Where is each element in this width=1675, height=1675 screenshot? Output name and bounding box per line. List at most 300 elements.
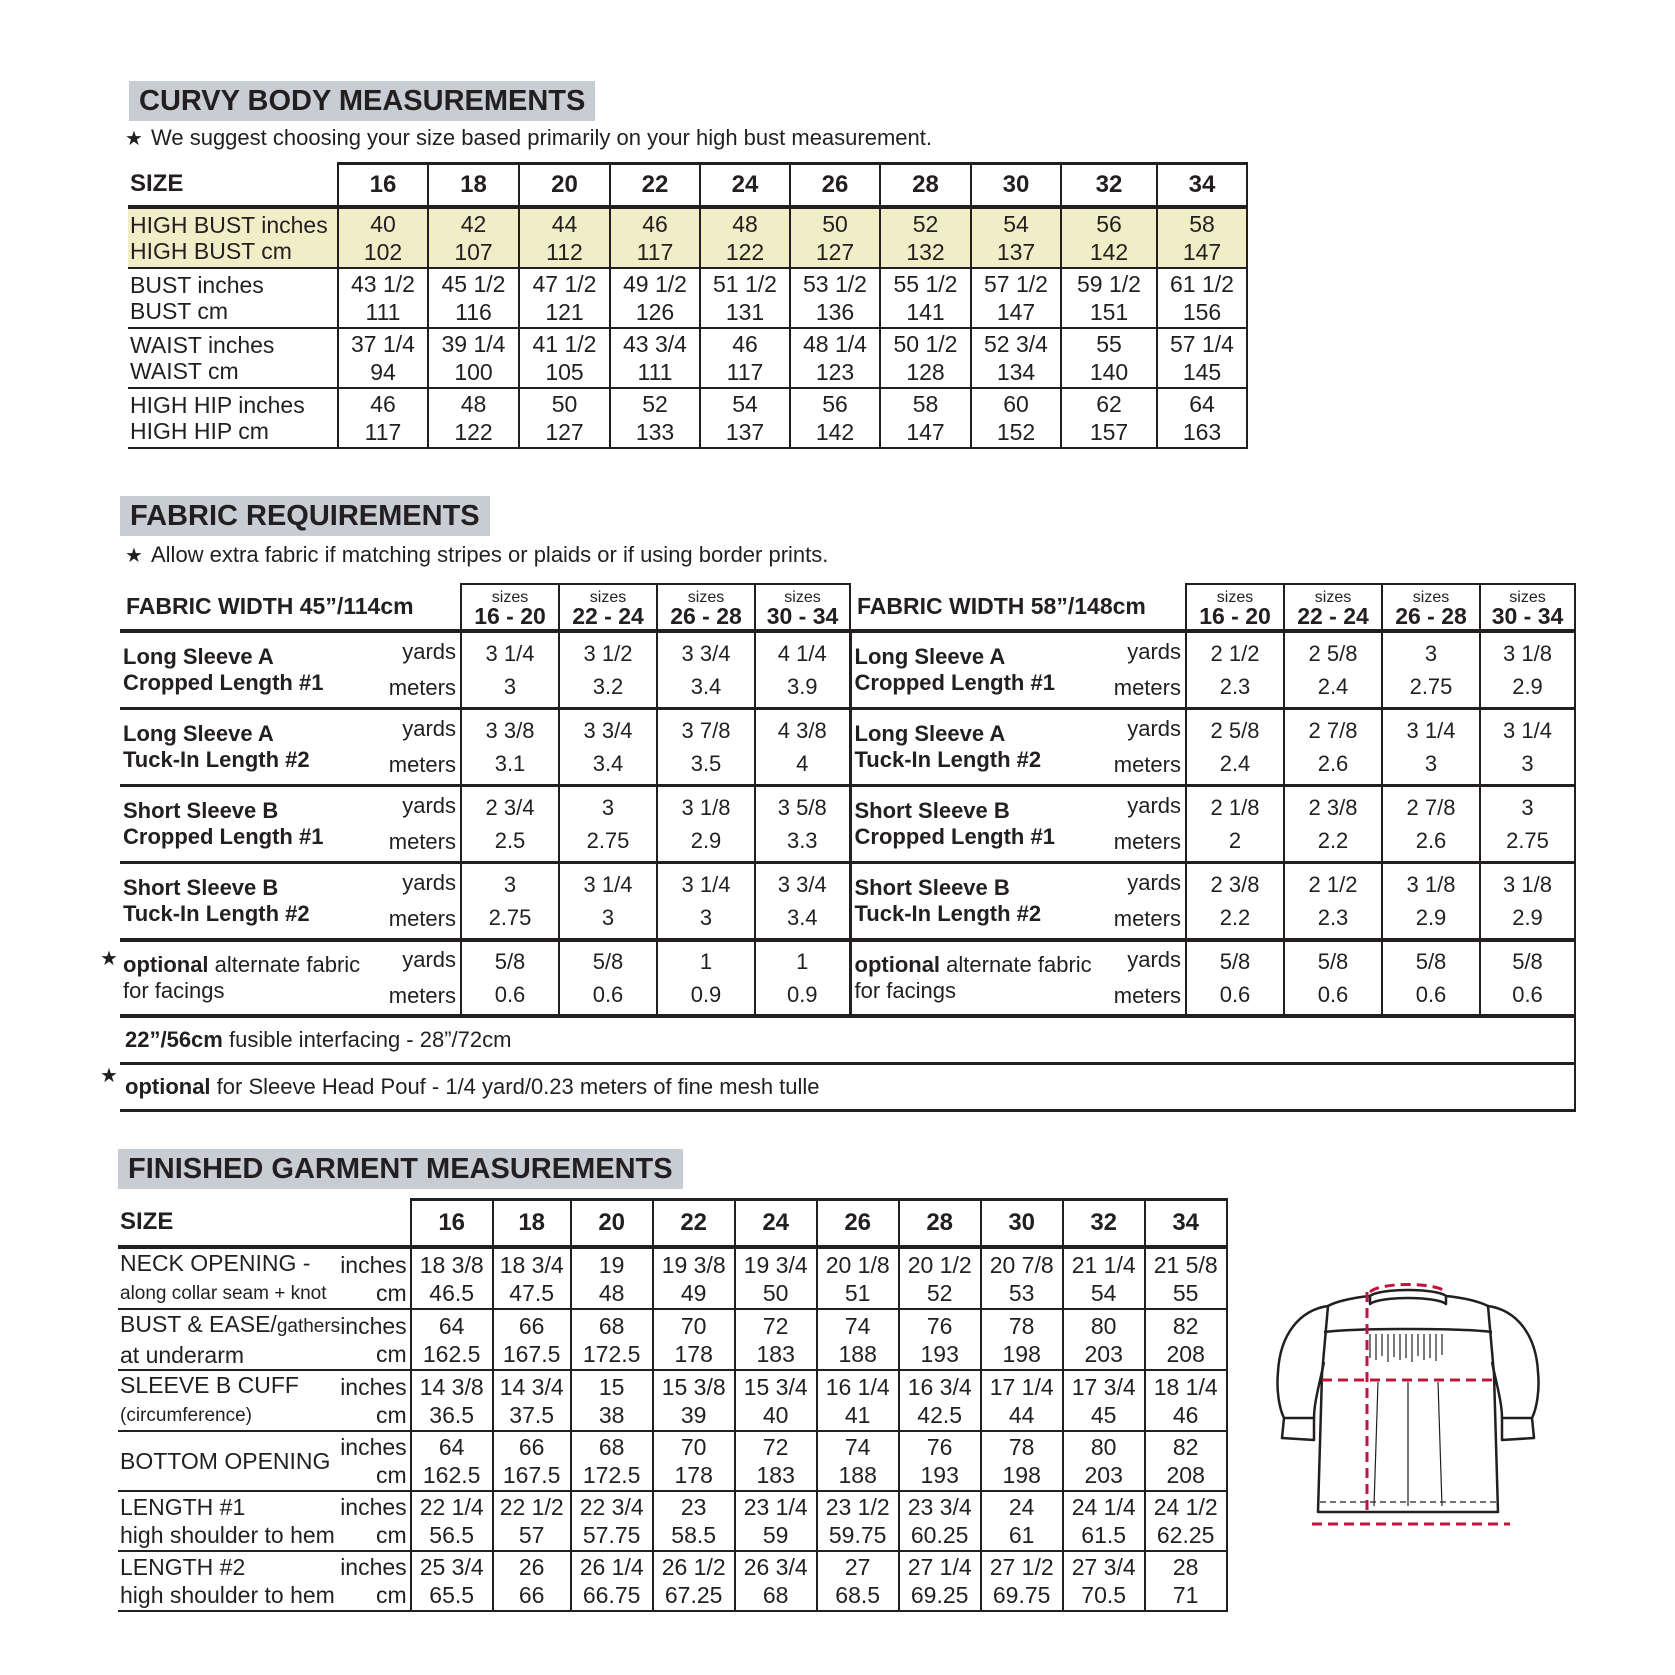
unit-yards: yards [1127, 639, 1181, 664]
value-inches: 20 1/2 [907, 1251, 972, 1278]
value-cm: 145 [1182, 359, 1222, 385]
value-inches: 74 [844, 1312, 871, 1339]
value-cm: 111 [365, 299, 401, 325]
value-cm: 188 [838, 1462, 877, 1488]
value-cell [1145, 1491, 1227, 1551]
value-inches: 74 [844, 1434, 871, 1460]
fabric-value-cell [1284, 940, 1382, 1016]
value-inches: 15 3/8 [661, 1373, 726, 1400]
value-cm: 140 [1089, 359, 1129, 385]
star-icon: ★ [100, 1065, 118, 1087]
value-meters: 2.3 [1317, 905, 1349, 930]
garment-name [850, 709, 1099, 786]
value-cell [1145, 1370, 1227, 1431]
value-yards: 3 3/4 [583, 718, 633, 743]
size-header: 30 [971, 164, 1061, 208]
value-cell [981, 1551, 1063, 1611]
size-header: 24 [700, 164, 790, 208]
value-cm: 183 [756, 1340, 795, 1367]
value-cell [519, 207, 610, 268]
size-header: 18 [493, 1200, 571, 1248]
unit-inches: inches [340, 1373, 407, 1400]
value-cm: 126 [635, 299, 675, 325]
value-yards: 1 [699, 949, 713, 974]
value-cm: 117 [726, 359, 764, 385]
value-cm: 167.5 [502, 1462, 561, 1488]
unit-labels [377, 631, 461, 709]
optional-rest: alternate fabric [208, 952, 361, 977]
value-cm: 40 [762, 1401, 789, 1428]
value-yards: 2 1/2 [1210, 641, 1260, 666]
unit-inches: inches [340, 1251, 407, 1278]
value-meters: 2.75 [1506, 828, 1549, 853]
fabric-value-cell [1186, 709, 1284, 786]
size-label: SIZE [128, 164, 338, 208]
value-cm: 66 [518, 1582, 545, 1608]
value-cell [790, 388, 880, 448]
value-cell [653, 1431, 735, 1491]
value-yards: 3 1/8 [1406, 872, 1456, 897]
value-yards: 3 [601, 795, 615, 820]
row-label [128, 207, 338, 268]
value-yards: 3 5/8 [777, 795, 827, 820]
star-icon: ★ [125, 128, 143, 150]
label-inches: HIGH BUST inches [130, 212, 328, 238]
value-cell [610, 328, 700, 388]
value-inches: 17 1/4 [989, 1373, 1054, 1400]
value-yards: 3 1/8 [1503, 872, 1552, 897]
value-inches: 15 3/4 [743, 1373, 808, 1400]
value-meters: 2.5 [494, 828, 526, 853]
value-cm: 208 [1166, 1462, 1205, 1488]
value-cm: 203 [1084, 1340, 1123, 1367]
curvy-note [125, 125, 932, 151]
value-inches: 23 1/4 [743, 1494, 808, 1520]
fabric-width-58: FABRIC WIDTH 58”/148cm [850, 584, 1186, 631]
size-group-header [461, 584, 559, 631]
value-meters: 2.4 [1317, 674, 1349, 699]
value-yards: 3 1/8 [681, 795, 731, 820]
garment-name [850, 863, 1099, 941]
value-inches: 20 1/8 [825, 1251, 890, 1278]
value-cm: 46.5 [429, 1279, 475, 1306]
label-line1: BUST & EASE/ [120, 1311, 277, 1337]
value-inches: 78 [1008, 1434, 1035, 1460]
value-yards: 3 7/8 [681, 718, 731, 743]
row-label [128, 328, 338, 388]
value-inches: 82 [1172, 1312, 1199, 1339]
value-inches: 49 1/2 [623, 271, 687, 297]
value-cm: 52 [926, 1279, 953, 1306]
name-line1: Short Sleeve B [123, 798, 279, 823]
value-yards: 5/8 [592, 949, 624, 974]
value-yards: 3 3/4 [681, 641, 731, 666]
value-inches: 54 [732, 391, 758, 417]
size-group: 22 - 24 [1297, 603, 1369, 629]
name-line2: Cropped Length #1 [854, 670, 1055, 695]
name-line2: Tuck-In Length #2 [854, 901, 1042, 926]
value-yards: 5/8 [1317, 949, 1349, 974]
value-cell [971, 328, 1061, 388]
value-yards: 3 3/8 [485, 718, 535, 743]
fabric-value-cell [755, 709, 850, 786]
measurement-row [128, 388, 1247, 448]
fabric-value-cell [657, 786, 755, 863]
size-header: 22 [653, 1200, 735, 1248]
value-meters: 3.4 [690, 674, 722, 699]
value-cm: 157 [1089, 419, 1129, 445]
value-cm: 188 [838, 1340, 877, 1367]
value-cell [790, 328, 880, 388]
value-cell [899, 1309, 981, 1370]
value-meters: 4 [796, 751, 809, 776]
value-cm: 48 [598, 1279, 625, 1306]
value-cm: 69.75 [992, 1582, 1051, 1608]
value-inches: 37 1/4 [351, 331, 415, 357]
unit-yards: yards [402, 793, 456, 818]
value-cell [519, 388, 610, 448]
size-header: 26 [790, 164, 880, 208]
value-cm: 156 [1182, 299, 1222, 325]
value-cell [493, 1551, 571, 1611]
curvy-note-text: We suggest choosing your size based primarily on your high bust measurement. [151, 125, 932, 150]
fabric-value-cell [461, 709, 559, 786]
value-cell [899, 1551, 981, 1611]
value-inches: 61 1/2 [1170, 271, 1234, 297]
value-inches: 16 3/4 [907, 1373, 972, 1400]
fabric-value-cell [559, 786, 657, 863]
unit-inches: inches [340, 1312, 407, 1339]
value-cell [493, 1247, 571, 1309]
value-meters: 3.4 [786, 905, 818, 930]
value-cm: 136 [815, 299, 855, 325]
unit-cm: cm [376, 1522, 407, 1548]
value-meters: 3.4 [592, 751, 624, 776]
value-inches: 18 3/8 [419, 1251, 484, 1278]
tulle-row [120, 1064, 1575, 1111]
value-cell [1061, 207, 1157, 268]
value-cell [700, 207, 790, 268]
value-cm: 198 [1002, 1340, 1041, 1367]
fabric-value-cell [559, 863, 657, 941]
unit-labels [377, 786, 461, 863]
value-cell [1145, 1309, 1227, 1370]
size-group-header [559, 584, 657, 631]
value-cm: 102 [363, 239, 403, 265]
value-yards: 2 5/8 [1210, 718, 1260, 743]
fabric-value-cell [1186, 631, 1284, 709]
unit-meters: meters [1113, 906, 1181, 931]
optional-bold: optional [854, 952, 941, 977]
size-label: SIZE [118, 1200, 411, 1248]
value-inches: 80 [1090, 1434, 1117, 1460]
value-cm: 47.5 [509, 1279, 555, 1306]
size-header: 16 [411, 1200, 493, 1248]
value-inches: 27 [844, 1554, 871, 1580]
value-inches: 23 [680, 1494, 707, 1520]
value-cell [700, 268, 790, 328]
fabric-value-cell [1186, 940, 1284, 1016]
fabric-value-cell [1382, 631, 1480, 709]
sizes-word: sizes [1216, 589, 1254, 606]
value-inches: 21 5/8 [1153, 1251, 1218, 1278]
name-line1: Short Sleeve B [854, 875, 1010, 900]
value-inches: 47 1/2 [532, 271, 597, 297]
unit-meters: meters [388, 906, 456, 931]
name-line1: Long Sleeve A [854, 721, 1006, 746]
value-cell [735, 1370, 817, 1431]
value-cell [610, 268, 700, 328]
value-inches: 62 [1096, 391, 1122, 417]
value-yards: 1 [796, 949, 809, 974]
value-inches: 53 1/2 [803, 271, 867, 297]
unit-labels [340, 1551, 410, 1611]
fabric-value-cell [1480, 940, 1575, 1016]
row-label [118, 1247, 340, 1309]
value-yards: 2 5/8 [1308, 641, 1358, 666]
value-inches: 58 [1189, 211, 1215, 237]
fabric-value-cell [1284, 709, 1382, 786]
value-meters: 2.75 [488, 905, 532, 930]
fabric-title: FABRIC REQUIREMENTS [120, 496, 490, 536]
value-cm: 41 [844, 1401, 871, 1428]
sizes-word: sizes [589, 589, 627, 606]
value-cell [1157, 268, 1247, 328]
fabric-value-cell [1382, 940, 1480, 1016]
value-inches: 14 3/4 [499, 1373, 564, 1400]
fabric-row [120, 786, 1575, 863]
unit-meters: meters [388, 675, 456, 700]
label-line2: (circumference) [120, 1405, 252, 1426]
size-group: 26 - 28 [1395, 603, 1467, 629]
size-header: 34 [1145, 1200, 1227, 1248]
size-group-header [657, 584, 755, 631]
optional-facing-row [120, 940, 1575, 1016]
label-line2: high shoulder to hem [120, 1522, 335, 1548]
value-cm: 50 [762, 1279, 789, 1306]
finished-row [118, 1247, 1227, 1309]
value-cm: 42.5 [917, 1401, 963, 1428]
value-inches: 64 [438, 1312, 465, 1339]
name-line2: Cropped Length #1 [123, 824, 324, 849]
value-meters: 2.2 [1219, 905, 1251, 930]
unit-labels [1099, 863, 1186, 941]
value-cell [735, 1431, 817, 1491]
value-inches: 76 [926, 1434, 953, 1460]
value-cm: 147 [996, 299, 1036, 325]
value-cell [981, 1370, 1063, 1431]
value-inches: 58 [912, 391, 939, 417]
value-inches: 24 1/2 [1153, 1494, 1218, 1520]
value-inches: 68 [598, 1312, 625, 1339]
value-cm: 147 [1182, 239, 1222, 265]
interfacing-cell [120, 1016, 1575, 1064]
value-cell [880, 328, 971, 388]
finished-row [118, 1491, 1227, 1551]
value-cm: 131 [725, 299, 765, 325]
size-group-header [1186, 584, 1284, 631]
value-cell [411, 1247, 493, 1309]
value-yards: 2 3/8 [1308, 795, 1358, 820]
curvy-body-table [128, 162, 1248, 449]
value-cm: 59.75 [828, 1522, 887, 1548]
value-yards: 2 7/8 [1406, 795, 1456, 820]
value-cell [880, 207, 971, 268]
value-cm: 178 [674, 1340, 713, 1367]
value-inches: 22 3/4 [579, 1494, 644, 1520]
value-cell [571, 1491, 653, 1551]
value-inches: 19 3/4 [743, 1251, 808, 1278]
garment-name [120, 786, 377, 863]
value-yards: 2 3/8 [1210, 872, 1260, 897]
value-inches: 14 3/8 [419, 1373, 484, 1400]
finished-row [118, 1370, 1227, 1431]
value-inches: 16 1/4 [825, 1373, 890, 1400]
value-cell [1061, 328, 1157, 388]
value-cm: 123 [815, 359, 855, 385]
garment-name [850, 940, 1099, 1016]
fabric-value-cell [559, 631, 657, 709]
value-cm: 132 [906, 239, 945, 265]
size-group-header [755, 584, 850, 631]
size-header: 20 [519, 164, 610, 208]
unit-meters: meters [388, 829, 456, 854]
value-yards: 2 3/4 [485, 795, 535, 820]
finished-row [118, 1551, 1227, 1611]
tulle-bold: optional [125, 1074, 211, 1099]
value-yards: 4 3/8 [777, 718, 827, 743]
unit-labels [1099, 786, 1186, 863]
fabric-note [125, 542, 828, 568]
unit-cm: cm [376, 1340, 407, 1367]
value-inches: 17 3/4 [1071, 1373, 1136, 1400]
name-line1: Short Sleeve B [854, 798, 1010, 823]
value-cm: 66.75 [582, 1582, 641, 1608]
value-meters: 3.3 [786, 828, 818, 853]
value-inches: 18 1/4 [1153, 1373, 1218, 1400]
row-label [118, 1491, 340, 1551]
value-cell [1157, 388, 1247, 448]
finished-title: FINISHED GARMENT MEASUREMENTS [118, 1149, 683, 1189]
interfacing-rest: fusible interfacing - 28”/72cm [222, 1027, 512, 1052]
size-group: 26 - 28 [670, 603, 742, 629]
curvy-title: CURVY BODY MEASUREMENTS [129, 81, 595, 121]
size-header: 24 [735, 1200, 817, 1248]
value-cm: 67.25 [664, 1582, 723, 1608]
value-meters: 0.6 [1512, 982, 1543, 1007]
value-cm: 60.25 [910, 1522, 969, 1548]
unit-labels [1099, 631, 1186, 709]
value-inches: 25 3/4 [419, 1554, 484, 1580]
value-cm: 45 [1090, 1401, 1117, 1428]
value-cm: 70.5 [1081, 1582, 1127, 1608]
value-cell [411, 1370, 493, 1431]
value-inches: 70 [680, 1434, 707, 1460]
value-cell [571, 1309, 653, 1370]
value-inches: 52 [912, 211, 939, 237]
value-cell [571, 1431, 653, 1491]
unit-yards: yards [402, 639, 456, 664]
unit-labels [377, 940, 461, 1016]
fabric-value-cell [755, 863, 850, 941]
value-inches: 48 1/4 [803, 331, 867, 357]
value-cm: 38 [598, 1401, 625, 1428]
value-cell [428, 328, 519, 388]
value-cm: 57 [518, 1522, 545, 1548]
size-header: 34 [1157, 164, 1247, 208]
value-cm: 61.5 [1081, 1522, 1127, 1548]
value-cm: 57.75 [582, 1522, 641, 1548]
label-cm: HIGH HIP cm [130, 418, 269, 444]
value-cm: 56.5 [429, 1522, 475, 1548]
value-cell [493, 1309, 571, 1370]
unit-yards: yards [1127, 947, 1181, 972]
value-inches: 28 [1172, 1554, 1199, 1580]
fabric-value-cell [657, 631, 755, 709]
row-label [118, 1370, 340, 1431]
finished-row [118, 1309, 1227, 1370]
value-meters: 0.6 [1219, 982, 1251, 1007]
value-cell [790, 268, 880, 328]
measurement-row [128, 268, 1247, 328]
label-inches: HIGH HIP inches [130, 392, 305, 418]
value-inches: 52 [642, 391, 668, 417]
size-group-header [1284, 584, 1382, 631]
value-inches: 52 3/4 [984, 331, 1048, 357]
fabric-note-text: Allow extra fabric if matching stripes or plaids or if using border prints. [151, 542, 829, 567]
size-header: 16 [338, 164, 428, 208]
unit-meters: meters [1113, 829, 1181, 854]
label-inches: BUST inches [130, 272, 264, 298]
size-group: 30 - 34 [1491, 603, 1564, 629]
value-meters: 3 [1424, 751, 1438, 776]
value-cm: 68.5 [835, 1582, 881, 1608]
fabric-value-cell [657, 940, 755, 1016]
value-yards: 3 1/4 [485, 641, 535, 666]
value-inches: 64 [438, 1434, 465, 1460]
value-inches: 18 3/4 [499, 1251, 564, 1278]
value-inches: 59 1/2 [1077, 271, 1141, 297]
sizes-word: sizes [687, 589, 725, 606]
value-inches: 26 1/4 [579, 1554, 644, 1580]
value-inches: 66 [518, 1434, 545, 1460]
value-cm: 152 [996, 419, 1036, 445]
unit-cm: cm [376, 1462, 407, 1488]
value-cm: 111 [637, 359, 673, 385]
name-line2: Tuck-In Length #2 [854, 747, 1042, 772]
value-cm: 127 [815, 239, 855, 265]
value-meters: 2.9 [1415, 905, 1447, 930]
fabric-value-cell [461, 786, 559, 863]
value-cell [571, 1370, 653, 1431]
value-cm: 54 [1090, 1279, 1117, 1306]
value-yards: 3 [503, 872, 517, 897]
fabric-value-cell [1480, 786, 1575, 863]
value-cm: 100 [454, 359, 493, 385]
unit-meters: meters [388, 983, 456, 1008]
value-meters: 2.3 [1219, 674, 1251, 699]
name-line1: Long Sleeve A [123, 721, 274, 746]
value-yards: 5/8 [1415, 949, 1447, 974]
value-meters: 3.5 [690, 751, 722, 776]
value-inches: 40 [370, 211, 396, 237]
value-cm: 142 [1089, 239, 1129, 265]
value-cm: 39 [680, 1401, 707, 1428]
fabric-value-cell [1480, 631, 1575, 709]
value-yards: 5/8 [494, 949, 526, 974]
value-meters: 0.9 [786, 982, 818, 1007]
value-cm: 162.5 [422, 1340, 481, 1367]
